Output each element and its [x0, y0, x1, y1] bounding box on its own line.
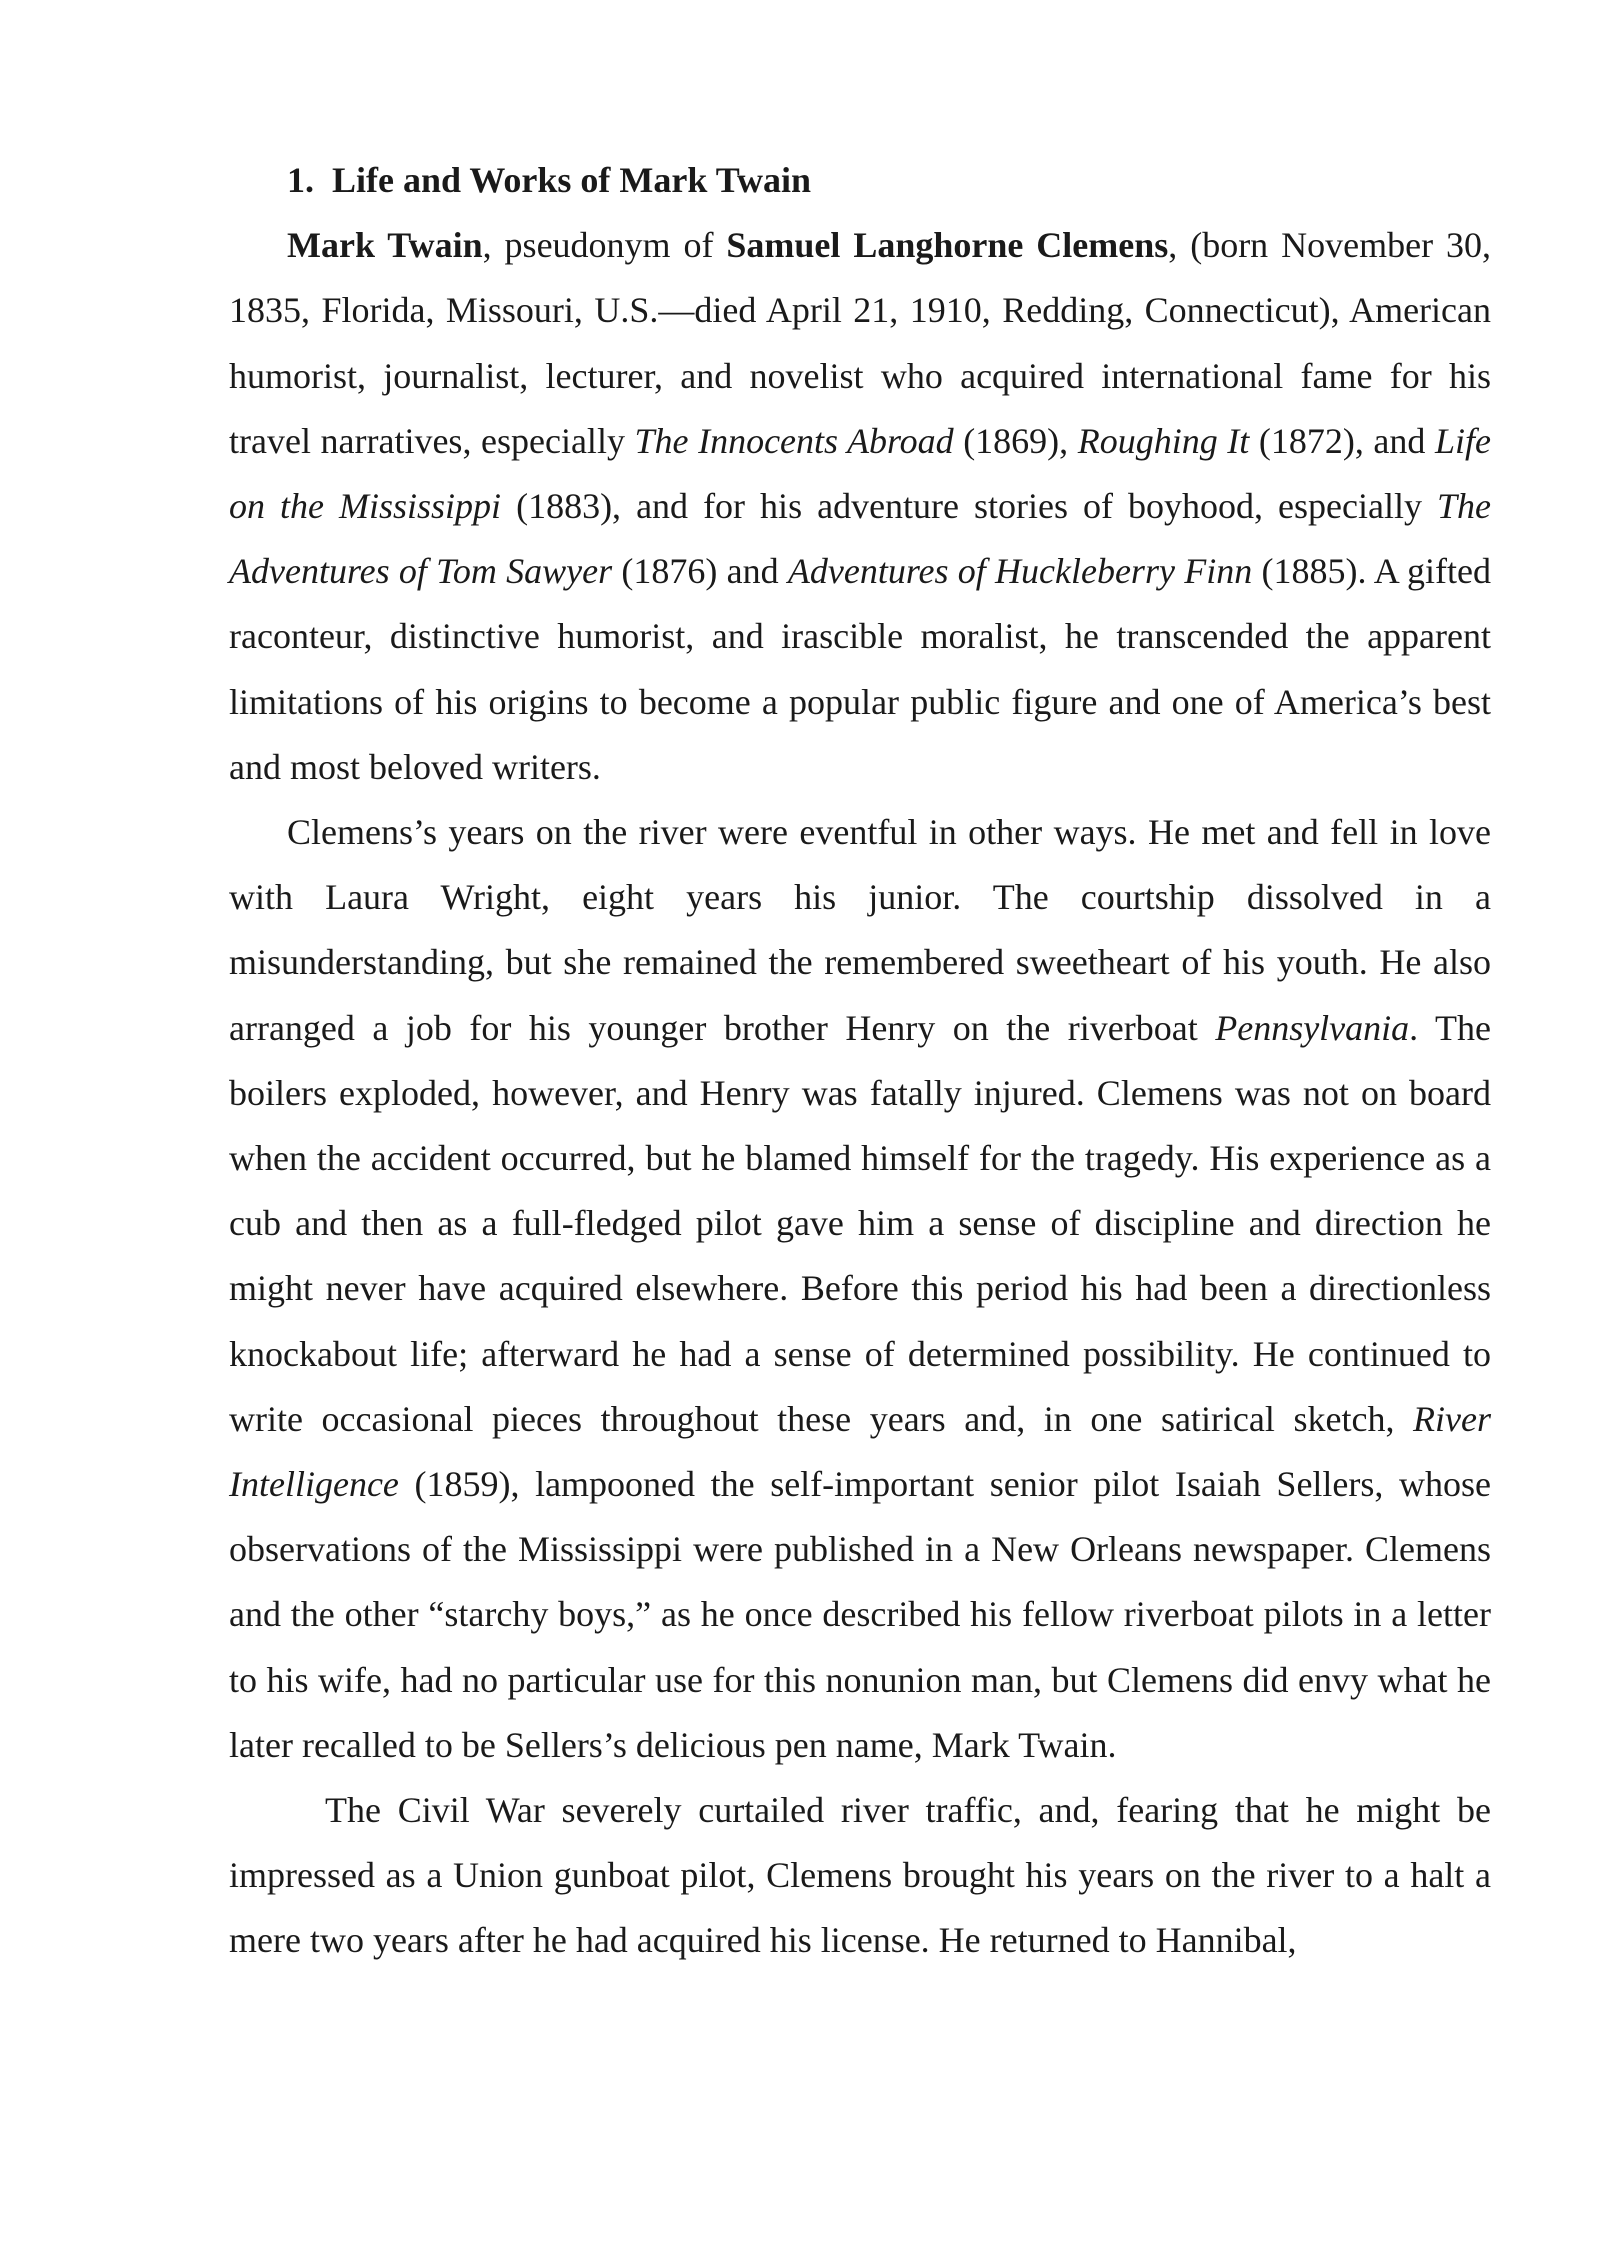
text-run: (1876) and: [612, 551, 788, 592]
paragraph-3: [229, 1778, 1491, 1974]
text-run: (1872), and: [1249, 420, 1435, 461]
text-run: (1883), and for his adventure stories of boyhood, especially: [501, 486, 1438, 527]
section-heading: [229, 148, 1491, 213]
text-run: (1885). A gifted raconteur, distinctive humorist, and irascible moralist, he transcended the apparent limitations of his origins to become a popular public figure and one of America’s best and most beloved writers.: [229, 551, 1491, 787]
boat-name: Pennsylvania: [1215, 1007, 1410, 1048]
section-number: 1.: [287, 160, 314, 200]
paragraph-1: [229, 213, 1491, 800]
book-title: The Adventures of Tom Sawyer: [229, 486, 1492, 592]
text-run: . The boilers exploded, however, and Henry was fatally injured. Clemens was not on board when the accident occurred, but he blamed himself for the tragedy. His experience as a cub and then as a full-fledged pilot gave him a sense of discipline and direction he might never have acquired elsewhere. Before this period his had been a directionless knockabout life; afterward he had a sense of determined possibility. He continued to write occasional pieces throughout these years and, in one satirical sketch,: [229, 1007, 1491, 1439]
text-run: (1859), lampooned the self-important senior pilot Isaiah Sellers, whose observations of the Mississippi were published in a New Orleans newspaper. Clemens and the other “starchy boys,” as he once described his fellow riverboat pilots in a letter to his wife, had no particular use for this nonunion man, but Clemens did envy what he later recalled to be Sellers’s delicious pen name, Mark Twain.: [229, 1464, 1491, 1765]
document-body: [229, 148, 1491, 1974]
text-run: Clemens’s years on the river were eventful in other ways. He met and fell in love with Laura Wright, eight years his junior. The courtship dissolved in a misunderstanding, but she remained the remembered sweetheart of his youth. He also arranged a job for his younger brother Henry on the riverboat: [229, 812, 1491, 1048]
text-run: , (born November 30, 1835, Florida, Missouri, U.S.—died April 21, 1910, Redding, Connecticut), American humorist, journalist, lecturer, and novelist who acquired international fame for his travel narratives, especially: [229, 225, 1491, 461]
paragraph-2: [229, 800, 1491, 1778]
text-run: The Civil War severely curtailed river traffic, and, fearing that he might be impressed as a Union gunboat pilot, Clemens brought his years on the river to a halt a mere two years after he had acquired his license. He returned to Hannibal,: [229, 1790, 1491, 1961]
book-title: Adventures of Huckleberry Finn: [787, 551, 1253, 592]
book-title: Life on the Mississippi: [229, 420, 1491, 527]
text-run: (1869),: [953, 420, 1078, 461]
text-run: , pseudonym of: [482, 225, 727, 266]
bold-name: Samuel Langhorne Clemens: [726, 225, 1169, 266]
section-title: Life and Works of Mark Twain: [332, 160, 812, 200]
book-title: Roughing It: [1077, 420, 1250, 461]
bold-name: Mark Twain: [287, 225, 483, 266]
work-title: River Intelligence: [229, 1398, 1491, 1505]
book-title: The Innocents Abroad: [634, 420, 954, 461]
